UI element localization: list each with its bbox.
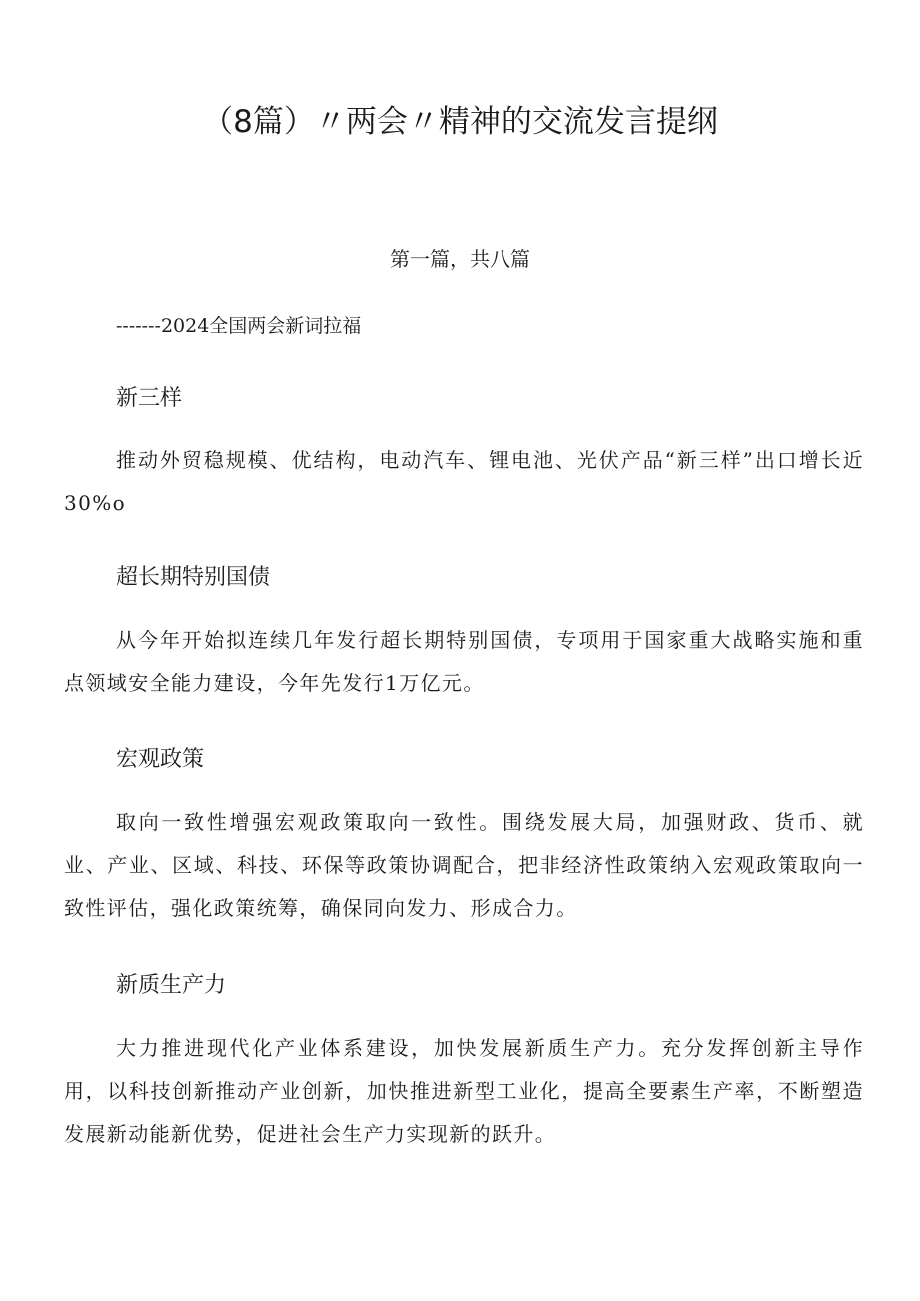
- section-heading-new-three: 新三样: [116, 386, 183, 411]
- section-body-new-productivity: 大力推进现代化产业体系建设，加快发展新质生产力。充分发挥创新主导作用，以科技创新推动产业创新，加快推进新型工业化，提高全要素生产率，不断塑造发展新动能新优势，促进社会生产力实现新的跃升。: [64, 1036, 864, 1146]
- section-heading-special-bonds: 超长期特别国债: [116, 565, 271, 590]
- subtitle-text: 2024全国两会新词拉福: [160, 315, 362, 337]
- part-heading: 第一篇，共八篇: [390, 247, 530, 271]
- section-body-special-bonds: 从今年开始拟连续几年发行超长期特别国债，专项用于国家重大战略实施和重点领域安全能力建设，今年先发行1万亿元。: [64, 628, 864, 695]
- subtitle: [116, 312, 361, 340]
- section-heading-new-productivity: 新质生产力: [116, 973, 227, 998]
- document-title: （8篇）〃两会〃精神的交流发言提纲: [202, 104, 718, 140]
- section-body-new-three: 推动外贸稳规模、优结构，电动汽车、锂电池、光伏产品“新三样”出口增长近30%o: [64, 448, 864, 515]
- section-heading-macro-policy: 宏观政策: [116, 747, 205, 772]
- subtitle-dashes: -------: [116, 315, 161, 337]
- section-body-macro-policy: 取向一致性增强宏观政策取向一致性。围绕发展大局，加强财政、货币、就业、产业、区域、科技、环保等政策协调配合，把非经济性政策纳入宏观政策取向一致性评估，强化政策统筹，确保同向发力、形成合力。: [64, 810, 864, 920]
